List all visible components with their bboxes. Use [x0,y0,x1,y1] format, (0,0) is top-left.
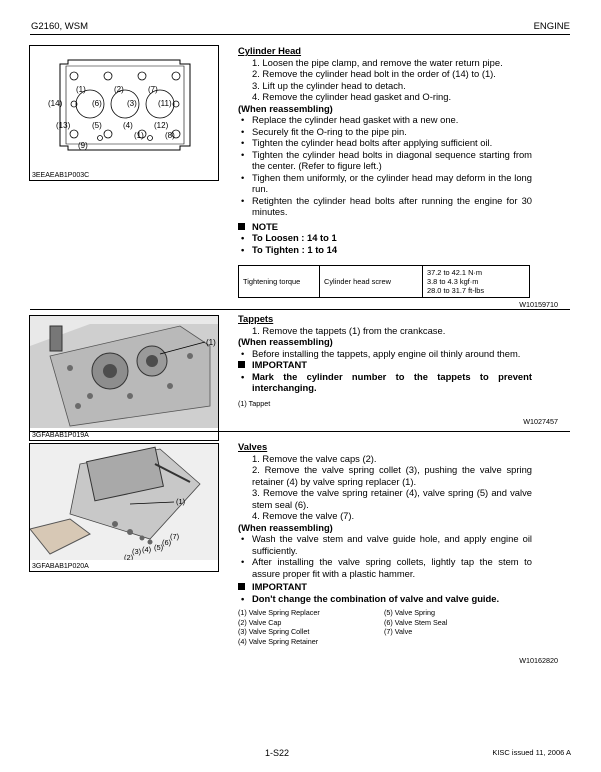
legend-item: (7) Valve [384,627,413,636]
legend-item: (2) Valve Cap [238,617,282,627]
doc-code: W1027457 [523,417,558,426]
bolt-label: (13) [56,121,71,130]
step-item: 2. Remove the cylinder head bolt in the order of (14) to (1). [252,68,496,79]
callout-label: (1) [176,497,186,506]
bolt-label: (3) [127,99,137,108]
step-item: 3. Lift up the cylinder head to detach. [252,79,406,91]
step-item: 2. Remove the valve spring collet (3), pushing the valve spring retainer (4) by valve spring replacer (1). [252,464,532,487]
section-title: Valves [238,441,268,452]
important-heading: IMPORTANT [238,581,532,593]
legend-item: (1) Tappet [238,398,271,408]
legend-item: (1) Valve Spring Replacer [238,608,320,617]
square-bullet-icon [238,223,245,230]
reassembly-item: • Retighten the cylinder head bolts after running the engine for 30 minutes. [241,194,532,217]
issue-info: KISC issued 11, 2006 A [492,748,571,757]
bolt-label: (7) [148,85,158,94]
doc-code: W10159710 [519,300,558,309]
callout-label: (2) [124,553,134,560]
reassembly-item: • Before installing the tappets, apply engine oil thinly around them. [241,347,521,359]
figure-caption: 3EEAEAB1P003C [32,172,90,179]
reassembly-item: • Securely fit the O-ring to the pipe pin. [241,125,407,137]
step-item: 4. Remove the cylinder head gasket and O-ring. [252,91,452,102]
legend-item: (6) Valve Stem Seal [384,617,448,627]
legend [238,608,532,646]
bolt-label: (9) [78,141,88,150]
legend-item: (5) Valve Spring [384,608,435,617]
step-item: 1. Remove the tappets (1) from the crankcase. [252,324,446,336]
figure-caption: 3GFABAB1P020A [32,563,89,570]
square-bullet-icon [238,361,245,368]
reassembly-item: • Tighen them uniformly, or the cylinder head may deform in the long run. [241,171,532,194]
valves-photo [30,444,218,560]
figure-cylinder-head-bolt-order [29,45,219,181]
header-section: ENGINE [533,21,570,32]
note-heading: NOTE [238,221,532,233]
tappets-text [238,313,532,408]
important-item: • Don't change the combination of valve and valve guide. [241,592,500,604]
section-divider [30,431,570,432]
step-item: 4. Remove the valve (7). [252,510,355,521]
bolt-label: (14) [48,99,63,108]
callout-label: (5) [154,543,164,552]
reassembly-heading: (When reassembling) [238,102,333,114]
torque-values: 37.2 to 42.1 N·m 3.8 to 4.3 kgf·m 28.0 to 31.7 ft-lbs [423,266,530,298]
bolt-label: (6) [92,99,102,108]
reassembly-item: • Tighten the cylinder head bolts after applying sufficient oil. [241,137,493,148]
page-number: 1-S22 [265,748,290,758]
step-item: 1. Remove the valve caps (2). [252,452,377,464]
header-rule [30,34,570,35]
header-doc-code: G2160, WSM [31,21,89,32]
callout-label: (3) [132,547,142,556]
callout-label: (4) [142,545,152,554]
note-item: • To Loosen : 14 to 1 [241,232,337,243]
callout-label: (1) [206,338,216,347]
legend-item: (3) Valve Spring Collet [238,627,310,636]
important-item: • Mark the cylinder number to the tappets to prevent interchanging. [241,370,532,393]
important-heading: IMPORTANT [238,359,532,371]
bolt-label: (4) [123,121,133,130]
note-item: • To Tighten : 1 to 14 [241,243,338,255]
square-bullet-icon [238,583,245,590]
step-item: 1. Loosen the pipe clamp, and remove the water return pipe. [252,56,503,68]
legend-item: (4) Valve Spring Retainer [238,636,319,646]
bolt-label: (2) [114,85,124,94]
cylinder-head-diagram [30,46,218,168]
tappets-photo [30,316,218,428]
bolt-label: (8) [165,131,175,140]
section-title: Cylinder Head [238,45,302,56]
reassembly-heading: (When reassembling) [238,521,333,533]
reassembly-heading: (When reassembling) [238,336,333,347]
bolt-label: (1) [134,131,144,140]
torque-table [238,265,530,298]
callout-label: (7) [170,532,180,541]
bolt-label: (5) [92,121,102,130]
figure-valves [29,443,219,572]
bolt-label: (12) [154,121,169,130]
section-divider [30,309,570,310]
bolt-label: (1) [76,85,86,94]
callout-label: (6) [162,538,172,547]
torque-label: Tightening torque [239,266,320,298]
reassembly-item: • Wash the valve stem and valve guide hole, and apply engine oil sufficiently. [241,533,532,556]
valves-text [238,441,532,646]
section-title: Tappets [238,313,274,324]
reassembly-item: • Tighten the cylinder head bolts in diagonal sequence starting from the center. (Refer to figure left.) [241,148,532,171]
reassembly-item: • After installing the valve spring collets, lightly tap the stem to assure proper fit with a plastic hammer. [241,556,532,579]
figure-caption: 3GFABAB1P019A [32,432,89,439]
figure-tappets [29,315,219,441]
cylinder-head-text [238,45,532,255]
doc-code: W10162820 [519,656,558,665]
step-item: 3. Remove the valve spring retainer (4), valve spring (5) and valve stem seal (6). [252,487,532,510]
bolt-label: (11) [158,99,172,108]
reassembly-item: • Replace the cylinder head gasket with a new one. [241,114,459,125]
torque-item: Cylinder head screw [320,266,423,298]
